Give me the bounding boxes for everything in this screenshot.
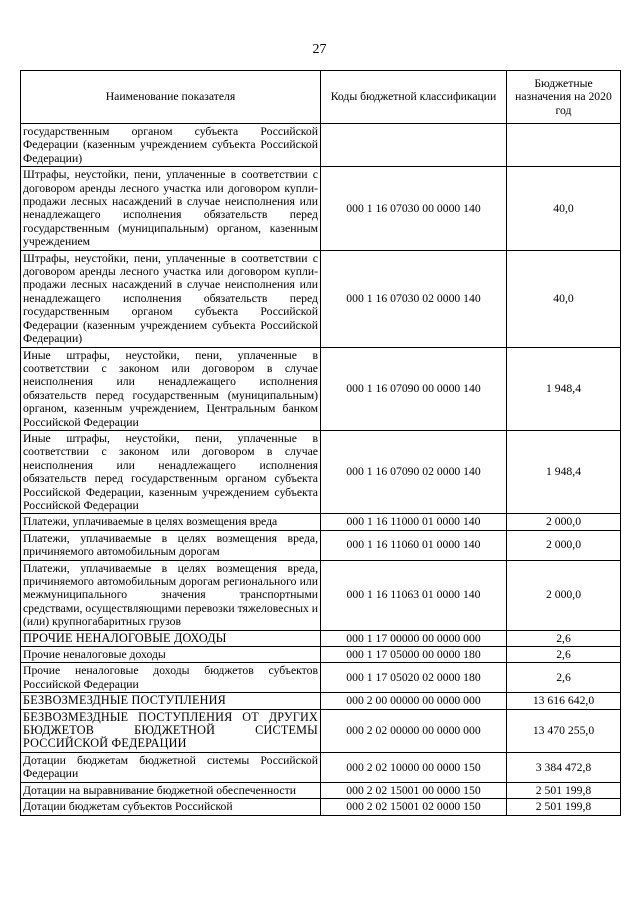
row-value-cell: 1 948,4 <box>507 347 621 430</box>
row-code-cell: 000 1 17 05000 00 0000 180 <box>321 647 507 663</box>
row-name-cell: ПРОЧИЕ НЕНАЛОГОВЫЕ ДОХОДЫ <box>21 630 321 646</box>
row-code-cell: 000 1 16 11060 01 0000 140 <box>321 530 507 560</box>
table-row <box>21 560 621 630</box>
table-row <box>21 250 621 347</box>
row-code-cell <box>321 124 507 167</box>
table-row <box>21 693 621 709</box>
row-value-cell: 2,6 <box>507 647 621 663</box>
row-value-cell: 40,0 <box>507 167 621 250</box>
table-row <box>21 124 621 167</box>
row-code-cell: 000 2 00 00000 00 0000 000 <box>321 693 507 709</box>
table-row <box>21 799 621 815</box>
row-name-cell: Дотации на выравнивание бюджетной обеспеченности <box>21 782 321 798</box>
table-header-row <box>21 71 621 124</box>
row-value-cell: 2 000,0 <box>507 514 621 530</box>
row-name-cell: Дотации бюджетам бюджетной системы Российской Федерации <box>21 752 321 782</box>
row-value-cell: 2,6 <box>507 630 621 646</box>
row-code-cell: 000 1 16 07090 02 0000 140 <box>321 430 507 513</box>
header-code: Коды бюджетной классификации <box>321 71 507 124</box>
header-value: Бюджетные назначения на 2020 год <box>507 71 621 124</box>
row-code-cell: 000 1 16 07030 02 0000 140 <box>321 250 507 347</box>
row-value-cell: 2 501 199,8 <box>507 782 621 798</box>
row-name-cell: государственным органом субъекта Российской Федерации (казенным учреждением субъекта Российской Федерации) <box>21 124 321 167</box>
row-code-cell: 000 1 16 11063 01 0000 140 <box>321 560 507 630</box>
row-name-cell: БЕЗВОЗМЕЗДНЫЕ ПОСТУПЛЕНИЯ <box>21 693 321 709</box>
row-code-cell: 000 2 02 10000 00 0000 150 <box>321 752 507 782</box>
row-code-cell: 000 1 17 00000 00 0000 000 <box>321 630 507 646</box>
row-name-cell: Штрафы, неустойки, пени, уплаченные в соответствии с договором аренды лесного участка или договором купли-продажи лесных насаждений в случае неисполнения или ненадлежащего исполнения обязательств перед государственным (муниципальным) органом, казенным учреждением <box>21 167 321 250</box>
row-name-cell: Платежи, уплачиваемые в целях возмещения вреда, причиняемого автомобильным дорогам <box>21 530 321 560</box>
table-row <box>21 430 621 513</box>
row-code-cell: 000 2 02 15001 00 0000 150 <box>321 782 507 798</box>
row-value-cell: 2 000,0 <box>507 560 621 630</box>
row-code-cell: 000 1 16 07030 00 0000 140 <box>321 167 507 250</box>
row-value-cell: 13 616 642,0 <box>507 693 621 709</box>
row-value-cell: 2 501 199,8 <box>507 799 621 815</box>
table-row <box>21 647 621 663</box>
table-row <box>21 630 621 646</box>
table-row <box>21 752 621 782</box>
row-value-cell: 2,6 <box>507 663 621 693</box>
row-name-cell: Прочие неналоговые доходы <box>21 647 321 663</box>
row-value-cell: 13 470 255,0 <box>507 709 621 752</box>
row-name-cell: Дотации бюджетам субъектов Российской <box>21 799 321 815</box>
row-code-cell: 000 1 16 07090 00 0000 140 <box>321 347 507 430</box>
row-code-cell: 000 2 02 15001 02 0000 150 <box>321 799 507 815</box>
table-row <box>21 663 621 693</box>
row-name-cell: Платежи, уплачиваемые в целях возмещения вреда, причиняемого автомобильным дорогам регионального или межмуниципального значения транспортными средствами, осуществляющими перевозки тяжеловесных и (или) крупногабаритных грузов <box>21 560 321 630</box>
row-name-cell: Иные штрафы, неустойки, пени, уплаченные в соответствии с законом или договором в случае неисполнения или ненадлежащего исполнения обязательств перед государственным органом субъекта Российской Федерации, казенным учреждением субъекта Российской Федерации <box>21 430 321 513</box>
row-value-cell: 40,0 <box>507 250 621 347</box>
table-row <box>21 530 621 560</box>
row-value-cell <box>507 124 621 167</box>
row-code-cell: 000 2 02 00000 00 0000 000 <box>321 709 507 752</box>
row-name-cell: БЕЗВОЗМЕЗДНЫЕ ПОСТУПЛЕНИЯ ОТ ДРУГИХ БЮДЖЕТОВ БЮДЖЕТНОЙ СИСТЕМЫ РОССИЙСКОЙ ФЕДЕРАЦИИ <box>21 709 321 752</box>
row-code-cell: 000 1 16 11000 01 0000 140 <box>321 514 507 530</box>
table-row <box>21 782 621 798</box>
table-row <box>21 167 621 250</box>
table-row <box>21 347 621 430</box>
row-value-cell: 2 000,0 <box>507 530 621 560</box>
table-row <box>21 709 621 752</box>
page-number: 27 <box>312 42 327 57</box>
table-row <box>21 514 621 530</box>
row-name-cell: Штрафы, неустойки, пени, уплаченные в соответствии с договором аренды лесного участка или договором купли-продажи лесных насаждений в случае неисполнения или ненадлежащего исполнения обязательств перед государственным органом субъекта Российской Федерации (казенным учреждением субъекта Российской Федерации) <box>21 250 321 347</box>
row-name-cell: Иные штрафы, неустойки, пени, уплаченные в соответствии с законом или договором в случае неисполнения или ненадлежащего исполнения обязательств перед государственным (муниципальным) органом, казенным учреждением, Центральным банком Российской Федерации <box>21 347 321 430</box>
row-name-cell: Платежи, уплачиваемые в целях возмещения вреда <box>21 514 321 530</box>
row-value-cell: 3 384 472,8 <box>507 752 621 782</box>
row-value-cell: 1 948,4 <box>507 430 621 513</box>
header-name: Наименование показателя <box>21 71 321 124</box>
row-code-cell: 000 1 17 05020 02 0000 180 <box>321 663 507 693</box>
budget-table <box>20 70 621 816</box>
row-name-cell: Прочие неналоговые доходы бюджетов субъектов Российской Федерации <box>21 663 321 693</box>
